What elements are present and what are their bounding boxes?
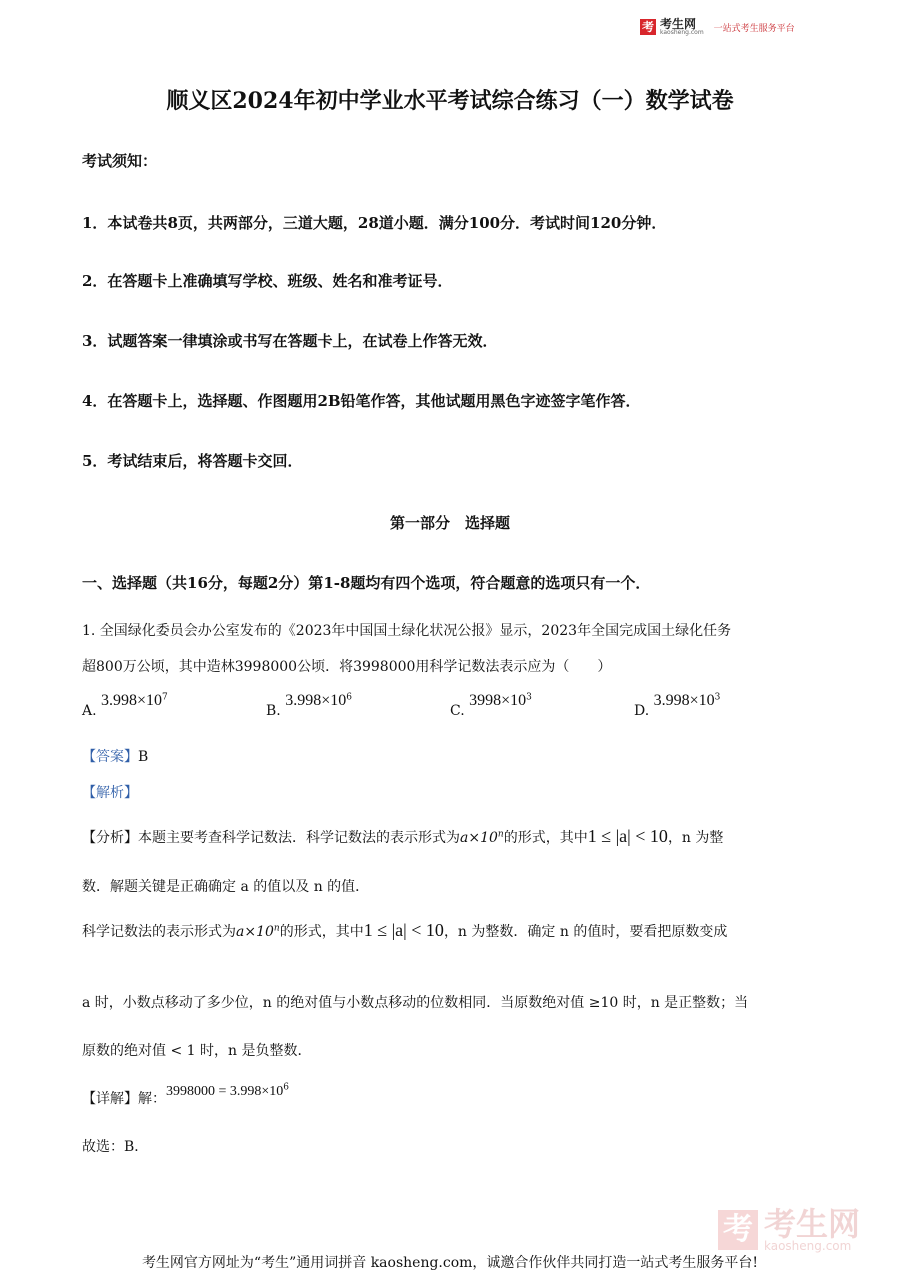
option-b: B. $3.998\times 10^6$ [266, 692, 352, 719]
notice-item: 1．本试卷共8页，共两部分，三道大题，28道小题．满分100分．考试时间120分钟． [82, 214, 667, 232]
answer-tag: 【答案】 [82, 749, 138, 765]
option-d: D. $3.998\times 10^3$ [634, 692, 721, 719]
header-logo [640, 18, 795, 36]
analysis-line-1: 【分析】本题主要考查科学记数法．科学记数法的表示形式为$a\times 10^n$的形式，其中1 ≤ |a| < 10，n 为整 [82, 826, 724, 846]
logo-icon: 考 [641, 20, 654, 34]
question-line-1: 1. 全国绿化委员会办公室发布的《2023年中国国土绿化状况公报》显示，2023年全国完成国土绿化任务 [82, 623, 732, 639]
detail-row: 【详解】解：$3998000 = 3.998\times 10^6$ [82, 1082, 290, 1107]
page-title: 顺义区2024年初中学业水平考试综合练习（一）数学试卷 [166, 88, 734, 114]
option-a: A. $3.998\times 10^7$ [82, 692, 168, 719]
analysis-line-4: a 时，小数点移动了多少位，n 的绝对值与小数点移动的位数相同．当原数绝对值 ≥10 时，n 是正整数；当 [82, 995, 749, 1011]
answer-value: B [138, 749, 149, 765]
notice-item: 4．在答题卡上，选择题、作图题用2B铅笔作答，其他试题用黑色字迹签字笔作答． [82, 392, 641, 410]
watermark-icon: 考 [718, 1210, 758, 1250]
analysis-line-2: 数．解题关键是正确确定 a 的值以及 n 的值． [82, 879, 370, 895]
analysis-line-5: 原数的绝对值 < 1 时，n 是负整数． [82, 1043, 312, 1059]
answer-row [82, 746, 148, 766]
notice-item: 5．考试结束后，将答题卡交回． [82, 452, 303, 470]
question-line-2: 超800万公顷，其中造林3998000公顷．将3998000用科学记数法表示应为（ ） [82, 659, 612, 675]
logo-domain: kaosheng.com [660, 29, 704, 36]
notice-item: 2．在答题卡上准确填写学校、班级、姓名和准考证号． [82, 272, 453, 290]
logo-slogan: 一站式考生服务平台 [713, 23, 795, 34]
logo-name: 考生网 [660, 17, 697, 31]
notice-item: 3．试题答案一律填涂或书写在答题卡上，在试卷上作答无效． [82, 332, 498, 350]
option-c: C. $3998\times 10^3$ [450, 692, 532, 719]
detail-choice: 故选：B． [82, 1139, 149, 1155]
part-title: 第一部分 选择题 [389, 514, 510, 532]
watermark-logo: 考 考生网 kaosheng.com [718, 1208, 860, 1252]
notice-heading: 考试须知： [82, 152, 158, 170]
section-title: 一、选择题（共16分，每题2分）第1-8题均有四个选项，符合题意的选项只有一个． [82, 574, 651, 592]
analysis-tag: 【解析】 [82, 785, 138, 801]
footer-text: 考生网官方网址为“考生”通用词拼音 kaosheng.com，诚邀合作伙伴共同打造一站式考生服务平台! [141, 1255, 759, 1271]
analysis-line-3: 科学记数法的表示形式为$a\times 10^n$的形式，其中1 ≤ |a| < 10，n 为整数．确定 n 的值时，要看把原数变成 [82, 920, 728, 940]
